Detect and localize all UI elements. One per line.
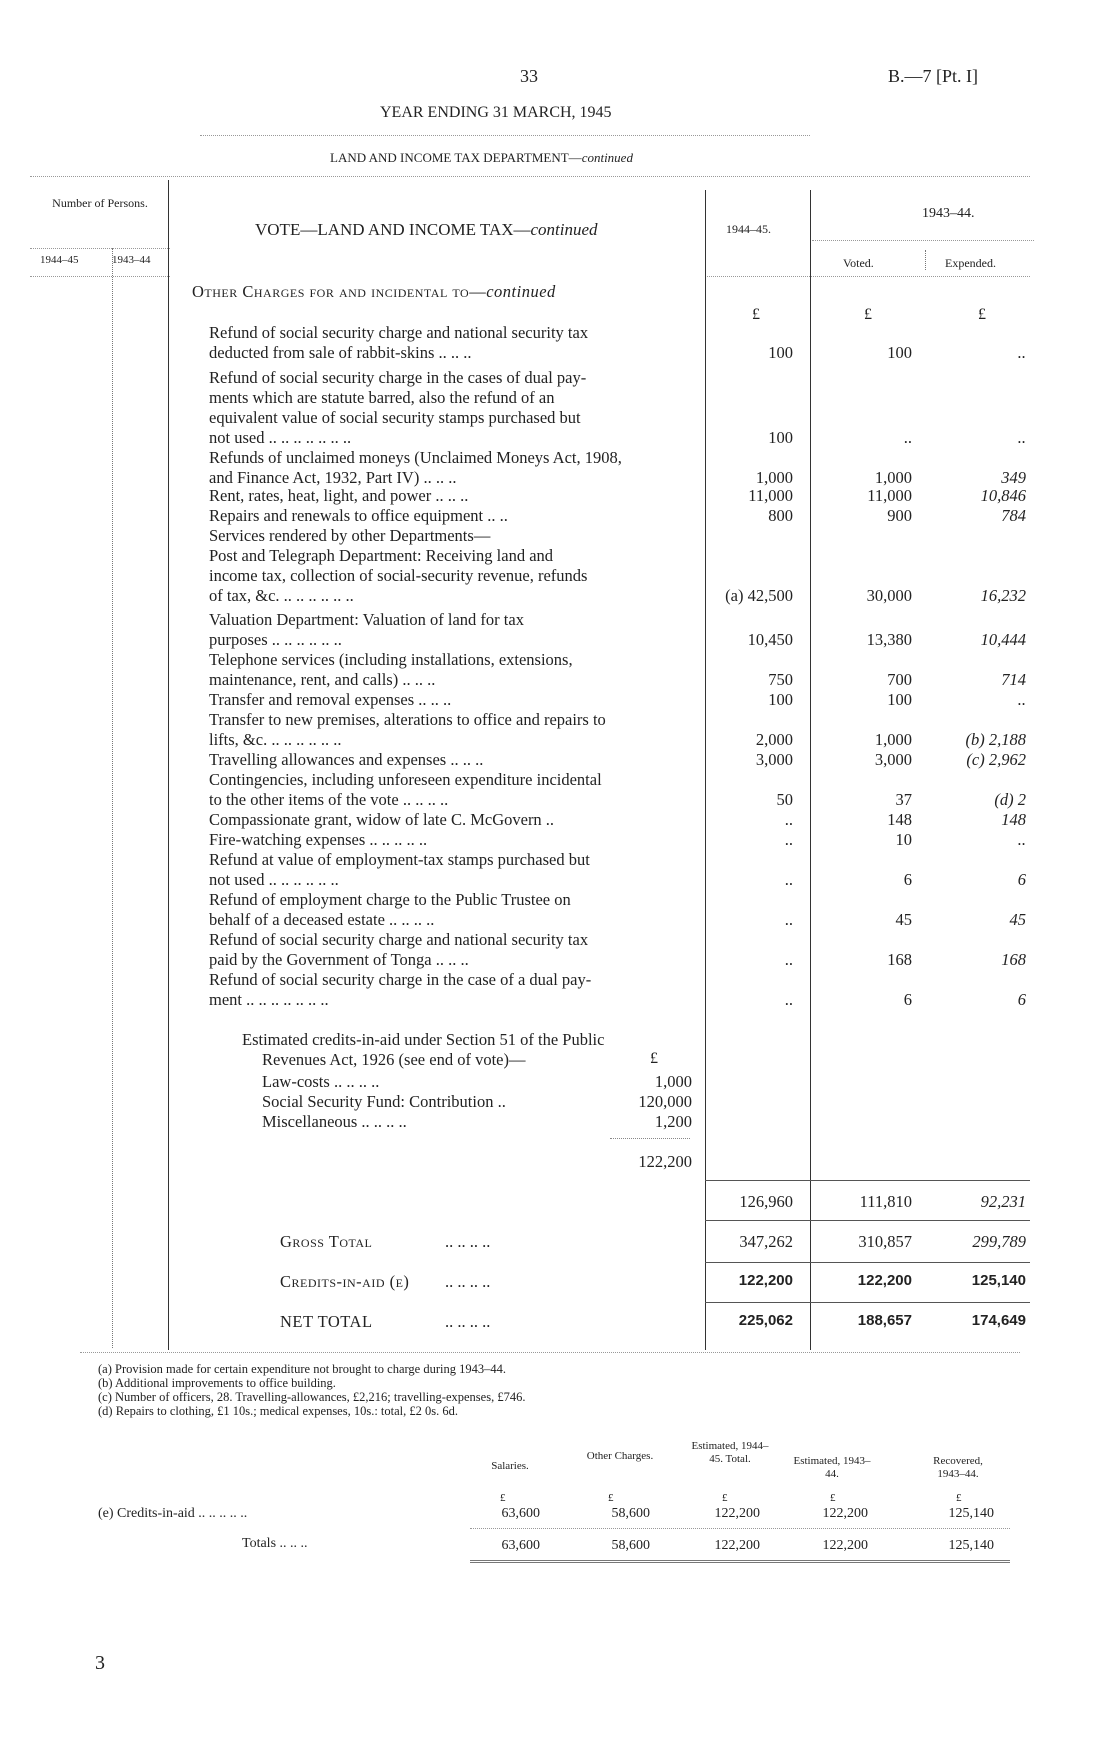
charge-expended: 16,232 xyxy=(980,586,1026,605)
charge-expended: 784 xyxy=(1001,506,1026,525)
persons-year-1: 1944–45 xyxy=(40,254,79,266)
charge-line: Refund of social security charge and national security tax xyxy=(209,930,589,949)
page-title: YEAR ENDING 31 MARCH, 1945 xyxy=(380,104,612,121)
total-expended: 174,649 xyxy=(971,1312,1026,1329)
ct-row-other: 58,600 xyxy=(611,1506,650,1521)
charge-line: Refund of social security charge in the cases of dual pay- xyxy=(209,368,587,387)
footnote: (b) Additional improvements to office building. xyxy=(98,1376,336,1390)
page-number: 33 xyxy=(520,66,538,86)
ct-total-est-4445: 122,200 xyxy=(714,1538,760,1553)
department-heading: LAND AND INCOME TAX DEPARTMENT—continued xyxy=(330,150,633,165)
document-ref: B.—7 [Pt. I] xyxy=(888,66,978,86)
footnote: (a) Provision made for certain expenditure not brought to charge during 1943–44. xyxy=(98,1362,506,1376)
charge-line: ments which are statute barred, also the refund of an xyxy=(209,388,555,407)
credits-total: 122,200 xyxy=(638,1152,692,1171)
charge-est: 100 xyxy=(768,428,793,447)
charge-line: purposes .. .. .. .. .. .. xyxy=(209,630,342,649)
charge-expended: (b) 2,188 xyxy=(965,730,1026,749)
ct-header-other: Other Charges. xyxy=(586,1450,654,1462)
charge-line: Refund of employment charge to the Public Trustee on xyxy=(209,890,571,909)
charge-expended: 6 xyxy=(1017,990,1026,1009)
voted-header: Voted. xyxy=(843,256,874,270)
charge-est: 10,450 xyxy=(747,630,793,649)
charge-expended: .. xyxy=(1017,428,1026,447)
ct-header-recovered: Recovered, 1943–44. xyxy=(933,1455,983,1480)
charge-est: 1,000 xyxy=(755,468,793,487)
charge-line: not used .. .. .. .. .. .. xyxy=(209,870,339,889)
charge-line: Compassionate grant, widow of late C. McGovern .. xyxy=(209,810,555,829)
charge-line: Refund of social security charge and national security tax xyxy=(209,323,589,342)
charge-line: Services rendered by other Departments— xyxy=(209,526,491,545)
ct-pound-5: £ xyxy=(956,1492,962,1504)
credit-item-label: Social Security Fund: Contribution .. xyxy=(262,1092,506,1111)
charge-line: Refund at value of employment-tax stamps purchased but xyxy=(209,850,590,869)
total-est: 225,062 xyxy=(738,1312,793,1329)
charge-expended: 6 xyxy=(1017,870,1026,889)
footnote: (c) Number of officers, 28. Travelling-allowances, £2,216; travelling-expenses, £746. xyxy=(98,1390,526,1404)
charge-line: Repairs and renewals to office equipment .. .. xyxy=(209,506,508,525)
charge-line: maintenance, rent, and calls) .. .. .. xyxy=(209,670,436,689)
credit-item-label: Miscellaneous .. .. .. .. xyxy=(262,1112,407,1131)
charge-voted: 6 xyxy=(903,990,912,1009)
credits-heading-2: Revenues Act, 1926 (see end of vote)— xyxy=(262,1050,526,1069)
total-expended: 299,789 xyxy=(972,1232,1026,1251)
pound-expended: £ xyxy=(978,306,986,323)
ct-totals-label: Totals .. .. .. xyxy=(242,1536,308,1551)
charge-voted: 13,380 xyxy=(866,630,912,649)
charge-expended: .. xyxy=(1017,830,1026,849)
charge-est: 750 xyxy=(768,670,793,689)
charge-voted: 1,000 xyxy=(874,730,912,749)
ct-header-salaries: Salaries. xyxy=(491,1460,529,1472)
charge-line: lifts, &c. .. .. .. .. .. .. xyxy=(209,730,342,749)
total-est: 122,200 xyxy=(738,1272,793,1289)
pound-est: £ xyxy=(752,306,760,323)
charge-line: paid by the Government of Tonga .. .. .. xyxy=(209,950,469,969)
charge-expended: 148 xyxy=(1001,810,1026,829)
ct-row-est-4445: 122,200 xyxy=(714,1506,760,1521)
charge-voted: 6 xyxy=(903,870,912,889)
charge-est: .. xyxy=(784,950,793,969)
charge-expended: (d) 2 xyxy=(994,790,1026,809)
charge-line: income tax, collection of social-security revenue, refunds xyxy=(209,566,588,585)
charge-line: of tax, &c. .. .. .. .. .. .. xyxy=(209,586,354,605)
total-label: NET TOTAL xyxy=(280,1312,373,1331)
ct-total-recovered: 125,140 xyxy=(948,1538,994,1553)
credit-item-label: Law-costs .. .. .. .. xyxy=(262,1072,380,1091)
ct-total-other: 58,600 xyxy=(611,1538,650,1553)
charge-est: 100 xyxy=(768,690,793,709)
charge-est: .. xyxy=(784,830,793,849)
charge-voted: 148 xyxy=(887,810,912,829)
persons-header: Number of Persons. xyxy=(52,196,148,210)
charge-est: .. xyxy=(784,810,793,829)
total-voted: 310,857 xyxy=(858,1232,912,1251)
charge-est: .. xyxy=(784,990,793,1009)
charge-expended: 10,846 xyxy=(980,486,1026,505)
charge-voted: 10 xyxy=(895,830,912,849)
ct-header-est-4344: Estimated, 1943–44. xyxy=(793,1455,871,1480)
total-voted: 188,657 xyxy=(857,1312,912,1329)
charge-est: 50 xyxy=(776,790,793,809)
footer-page-number: 3 xyxy=(95,1652,105,1674)
charge-est: 100 xyxy=(768,343,793,362)
charge-expended: 349 xyxy=(1001,468,1026,487)
charge-voted: 11,000 xyxy=(867,486,912,505)
ct-header-est-4445: Estimated, 1944–45. Total. xyxy=(691,1440,769,1465)
total-leader-dots: .. .. .. .. xyxy=(445,1312,491,1331)
credits-heading-1: Estimated credits-in-aid under Section 51 of the Public xyxy=(242,1030,605,1049)
charge-expended: 10,444 xyxy=(980,630,1026,649)
charge-expended: 714 xyxy=(1001,670,1026,689)
subtotal-voted: 111,810 xyxy=(859,1192,912,1211)
charge-est: 11,000 xyxy=(748,486,793,505)
total-est: 347,262 xyxy=(739,1232,793,1251)
charge-line: behalf of a deceased estate .. .. .. .. xyxy=(209,910,435,929)
charge-est: 3,000 xyxy=(755,750,793,769)
charge-voted: 30,000 xyxy=(866,586,912,605)
charge-line: Refund of social security charge in the case of a dual pay- xyxy=(209,970,592,989)
persons-year-2: 1943–44 xyxy=(112,254,151,266)
charge-est: .. xyxy=(784,870,793,889)
ct-row-label: (e) Credits-in-aid .. .. .. .. .. xyxy=(98,1506,248,1521)
charge-voted: .. xyxy=(903,428,912,447)
total-label: Gross Total xyxy=(280,1232,373,1251)
ct-total-salaries: 63,600 xyxy=(501,1538,540,1553)
ct-row-est-4344: 122,200 xyxy=(822,1506,868,1521)
credits-pound: £ xyxy=(650,1050,658,1067)
subtotal-est: 126,960 xyxy=(739,1192,793,1211)
charge-est: .. xyxy=(784,910,793,929)
charge-voted: 100 xyxy=(887,343,912,362)
charge-line: ment .. .. .. .. .. .. .. xyxy=(209,990,329,1009)
charge-line: Rent, rates, heat, light, and power .. .. .. xyxy=(209,486,469,505)
credit-item-value: 120,000 xyxy=(638,1092,692,1111)
ct-pound-4: £ xyxy=(830,1492,836,1504)
ct-row-recovered: 125,140 xyxy=(948,1506,994,1521)
charge-expended: 45 xyxy=(1009,910,1026,929)
charge-expended: (c) 2,962 xyxy=(966,750,1026,769)
charge-line: Travelling allowances and expenses .. .. .. xyxy=(209,750,484,769)
total-leader-dots: .. .. .. .. xyxy=(445,1232,491,1251)
charge-est: (a) 42,500 xyxy=(725,586,793,605)
charge-est: 2,000 xyxy=(755,730,793,749)
ct-pound-1: £ xyxy=(500,1492,506,1504)
ct-pound-3: £ xyxy=(722,1492,728,1504)
total-expended: 125,140 xyxy=(971,1272,1026,1289)
charge-line: equivalent value of social security stamps purchased but xyxy=(209,408,581,427)
vote-header: VOTE—LAND AND INCOME TAX—continued xyxy=(255,220,598,239)
charge-voted: 37 xyxy=(895,790,912,809)
charge-line: Transfer and removal expenses .. .. .. xyxy=(209,690,452,709)
charge-voted: 700 xyxy=(887,670,912,689)
section-heading: Other Charges for and incidental to—continued xyxy=(192,282,556,301)
charge-line: Telephone services (including installations, extensions, xyxy=(209,650,573,669)
total-voted: 122,200 xyxy=(857,1272,912,1289)
charge-line: not used .. .. .. .. .. .. .. xyxy=(209,428,352,447)
charge-voted: 3,000 xyxy=(874,750,912,769)
charge-line: Post and Telegraph Department: Receiving land and xyxy=(209,546,554,565)
charge-line: Fire-watching expenses .. .. .. .. .. xyxy=(209,830,428,849)
ct-total-est-4344: 122,200 xyxy=(822,1538,868,1553)
charge-line: Refunds of unclaimed moneys (Unclaimed Moneys Act, 1908, xyxy=(209,448,622,467)
total-label: Credits-in-aid (e) xyxy=(280,1272,410,1291)
total-leader-dots: .. .. .. .. xyxy=(445,1272,491,1291)
ct-pound-2: £ xyxy=(608,1492,614,1504)
charge-line: to the other items of the vote .. .. .. .. xyxy=(209,790,449,809)
charge-expended: .. xyxy=(1017,690,1026,709)
charge-expended: .. xyxy=(1017,343,1026,362)
ct-row-salaries: 63,600 xyxy=(501,1506,540,1521)
subtotal-expended: 92,231 xyxy=(980,1192,1026,1211)
charge-expended: 168 xyxy=(1001,950,1026,969)
charge-voted: 168 xyxy=(887,950,912,969)
expended-header: Expended. xyxy=(945,256,996,270)
pound-voted: £ xyxy=(864,306,872,323)
charge-line: deducted from sale of rabbit-skins .. .. .. xyxy=(209,343,472,362)
charge-line: Transfer to new premises, alterations to office and repairs to xyxy=(209,710,606,729)
charge-line: Contingencies, including unforeseen expenditure incidental xyxy=(209,770,602,789)
charge-line: and Finance Act, 1932, Part IV) .. .. .. xyxy=(209,468,457,487)
est-year-header: 1944–45. xyxy=(726,222,771,236)
charge-voted: 100 xyxy=(887,690,912,709)
charge-est: 800 xyxy=(768,506,793,525)
credit-item-value: 1,000 xyxy=(654,1072,692,1091)
charge-voted: 45 xyxy=(895,910,912,929)
footnote: (d) Repairs to clothing, £1 10s.; medical expenses, 10s.: total, £2 0s. 6d. xyxy=(98,1404,459,1418)
charge-line: Valuation Department: Valuation of land for tax xyxy=(209,610,524,629)
charge-voted: 900 xyxy=(887,506,912,525)
charge-voted: 1,000 xyxy=(874,468,912,487)
credit-item-value: 1,200 xyxy=(654,1112,692,1131)
prev-year-header: 1943–44. xyxy=(922,206,975,221)
